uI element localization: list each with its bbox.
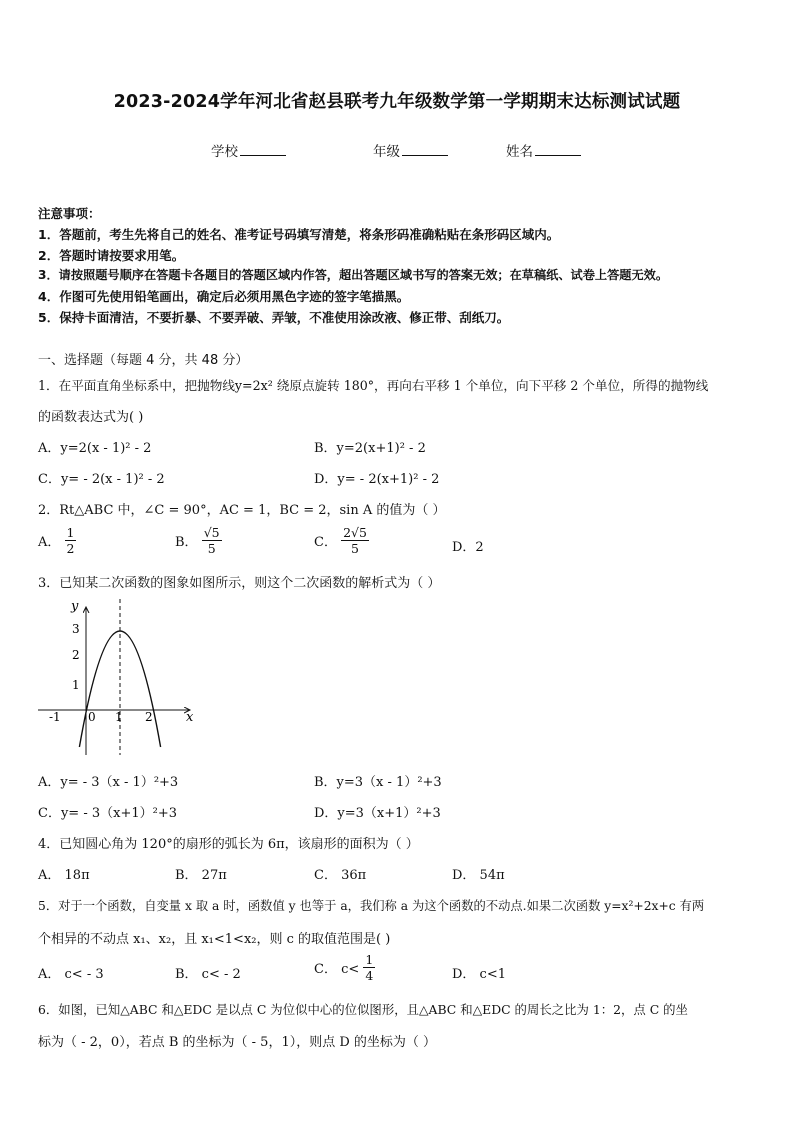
grade-blank [402,142,448,156]
q5-c-numerator: 1 [365,952,374,967]
q2-a-fraction [65,525,77,556]
note-item: 2．答题时请按要求用笔。 [38,248,185,263]
q1-option-a: A．y=2(x - 1)² - 2 [38,441,152,456]
q2-a-denominator: 2 [66,541,75,556]
x-tick-label: 2 [145,710,153,724]
q5-option-b: B． c< - 2 [175,967,241,982]
q6-stem-line1: 6．如图，已知△ABC 和△EDC 是以点 C 为位似中心的位似图形，且△ABC 和△EDC 的周长之比为 1：2，点 C 的坐 [38,1002,688,1017]
q3-option-b: B．y=3（x - 1）²+3 [314,775,442,790]
q5-stem-line1: 5．对于一个函数，自变量 x 取 a 时，函数值 y 也等于 a，我们称 a 为这个函数的不动点.如果二次函数 y=x²+2x+c 有两 [38,899,705,913]
q1-stem-line1: 1．在平面直角坐标系中，把抛物线y=2x² 绕原点旋转 180°，再向右平移 1 个单位，向下平移 2 个单位，所得的抛物线 [38,378,709,393]
q1-stem-line2: 的函数表达式为( ) [38,410,144,425]
q5-stem-line2: 个相异的不动点 x₁、x₂，且 x₁<1<x₂，则 c 的取值范围是( ) [38,932,391,947]
y-tick-label: 2 [72,648,80,662]
x-axis-label: x [186,710,194,725]
name-field [506,140,581,160]
name-label: 姓名 [506,144,533,160]
q3-option-c: C．y= - 3（x+1）²+3 [38,806,177,821]
x-tick-label: 0 [88,710,96,724]
q2-option-b [175,525,222,556]
q2-stem: 2．Rt△ABC 中，∠C = 90°，AC = 1，BC = 2，sin A 的值为（ ） [38,503,446,518]
q4-option-b: B． 27π [175,868,227,883]
q5-option-d: D． c<1 [452,967,506,982]
q2-b-numerator: √5 [203,525,220,540]
y-tick-label: 3 [72,622,80,636]
q2-c-numerator: 2√5 [343,525,367,540]
q5-option-a: A． c< - 3 [38,967,104,982]
q5-c-label: C． c< [314,962,360,977]
note-item: 5．保持卡面清洁，不要折暴、不要弄破、弄皱，不准使用涂改液、修正带、刮纸刀。 [38,310,510,325]
q2-c-denominator: 5 [351,541,359,556]
q3-option-d: D．y=3（x+1）²+3 [314,806,441,821]
note-item: 4．作图可先使用铅笔画出，确定后必须用黑色字迹的签字笔描黑。 [38,289,410,304]
q2-b-denominator: 5 [207,541,216,556]
grade-label: 年级 [373,144,400,160]
q5-option-c [314,952,375,983]
q4-option-a: A． 18π [38,868,90,883]
note-item: 1．答题前，考生先将自己的姓名、准考证号码填写清楚，将条形码准确粘贴在条形码区域内。 [38,227,560,242]
y-tick-label: 1 [72,678,80,692]
school-field [211,140,286,160]
q4-option-d: D． 54π [452,868,505,883]
q3-option-a: A．y= - 3（x - 1）²+3 [38,775,179,790]
q4-option-c: C． 36π [314,868,367,883]
parabola-graph [38,595,200,763]
q2-option-c [314,525,369,556]
q2-a-numerator: 1 [66,525,75,540]
note-item: 3．请按照题号顺序在答题卡各题目的答题区域内作答，超出答题区域书写的答案无效；在草稿纸、试卷上答题无效。 [38,268,669,282]
q2-c-label: C． [314,535,337,550]
q2-b-fraction [202,525,222,556]
section-heading: 一、选择题（每题 4 分，共 48 分） [38,353,249,368]
x-tick-label: 1 [115,710,123,724]
page-title: 2023-2024学年河北省赵县联考九年级数学第一学期期末达标测试试题 [113,92,681,112]
y-axis-label: y [71,599,79,614]
school-label: 学校 [211,144,238,160]
q1-option-b: B．y=2(x+1)² - 2 [314,441,426,456]
q3-stem: 3．已知某二次函数的图象如图所示，则这个二次函数的解析式为（ ） [38,576,441,591]
q2-a-label: A． [38,535,61,550]
grade-field [373,140,448,160]
q2-option-d: D．2 [452,540,484,555]
q6-stem-line2: 标为（ - 2，0），若点 B 的坐标为（ - 5，1），则点 D 的坐标为（ ） [38,1035,437,1050]
q2-c-fraction [341,525,369,556]
school-blank [240,142,286,156]
q5-c-fraction [363,952,375,983]
q1-option-c: C．y= - 2(x - 1)² - 2 [38,472,165,487]
q2-option-a [38,525,76,556]
q1-option-d: D．y= - 2(x+1)² - 2 [314,472,440,487]
q4-stem: 4．已知圆心角为 120°的扇形的弧长为 6π，该扇形的面积为（ ） [38,837,419,852]
name-blank [535,142,581,156]
q2-b-label: B． [175,535,198,550]
notes-heading: 注意事项： [38,206,101,221]
q5-c-denominator: 4 [365,968,374,983]
x-tick-label: -1 [49,710,61,724]
